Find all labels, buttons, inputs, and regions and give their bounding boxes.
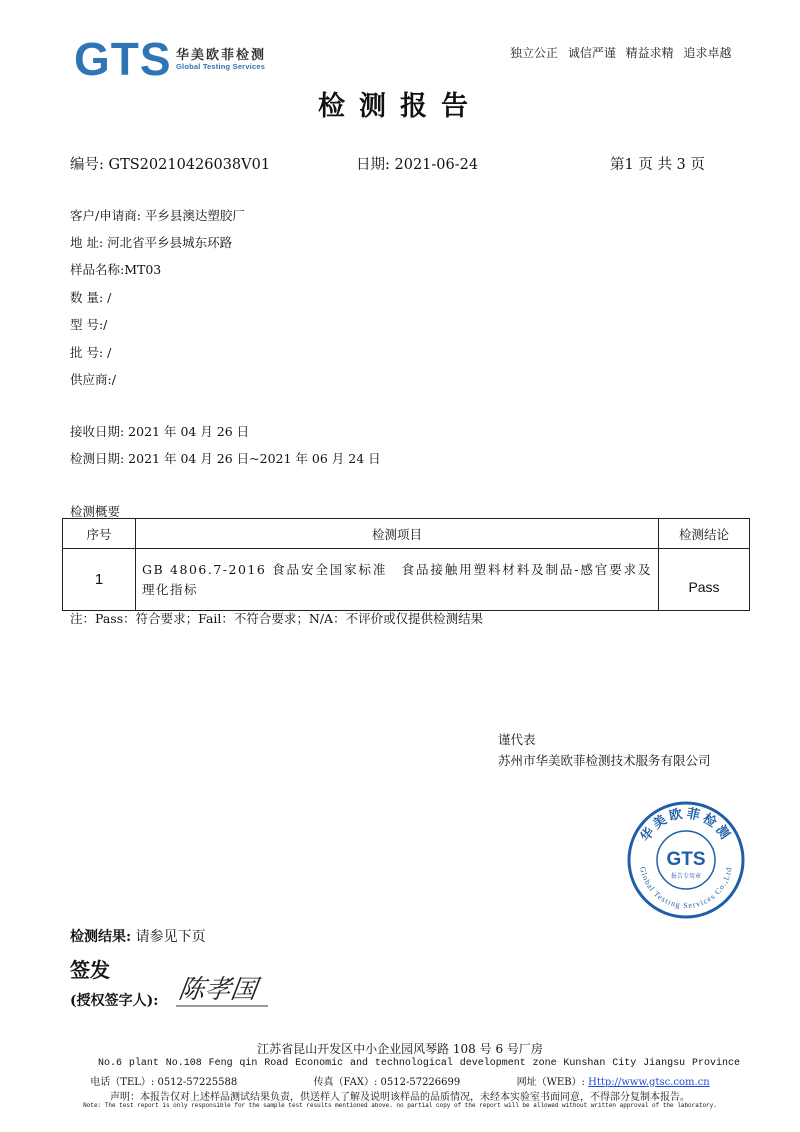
table-header-row [63, 519, 750, 549]
table-caption: 检测概要 [70, 504, 121, 519]
supplier-field: 供应商:/ [70, 372, 116, 387]
address-field: 地 址: 河北省平乡县城东环路 [70, 235, 233, 250]
received-date-field: 接收日期: 2021 年 04 月 26 日 [70, 424, 250, 439]
table-note: 注：Pass：符合要求；Fail：不符合要求；N/A：不评价或仅提供检测结果 [70, 611, 484, 626]
row-item: GB 4806.7-2016 食品安全国家标准 食品接触用塑料材料及制品-感官要求及理化指标 [142, 561, 652, 597]
svg-text:GTS: GTS [666, 849, 706, 870]
logo-english-name: Global Testing Services [176, 62, 266, 71]
test-result-value: 请参见下页 [135, 929, 206, 945]
svg-text:报告专用章: 报告专用章 [670, 873, 702, 880]
table-row [63, 549, 750, 611]
footer-fax: 传真（FAX）: 0512-57226699 [313, 1077, 461, 1088]
representative-label: 谨代表 [498, 732, 536, 747]
logo-gts: GTS [74, 33, 172, 85]
sign-title: 签发 [70, 958, 110, 982]
test-result-label: 检测结果: [70, 929, 132, 945]
test-result-line [70, 926, 206, 946]
applicant-field: 客户/申请商: 平乡县澳达塑胶厂 [70, 208, 245, 223]
footer-web-link[interactable]: Http://www.gtsc.com.cn [588, 1077, 710, 1088]
report-title: 检测报告 [318, 91, 482, 122]
company-seal [626, 800, 746, 920]
footer-web-label: 网址（WEB）: [516, 1077, 585, 1088]
page-indicator: 第1 页 共 3 页 [610, 157, 705, 173]
report-date: 日期: 2021-06-24 [356, 157, 479, 173]
company-slogan: 独立公正 诚信严谨 精益求精 追求卓越 [510, 46, 732, 60]
header-result: 检测结论 [659, 519, 750, 549]
footer-declaration: 声明：本报告仅对上述样品测试结果负责，供送样人了解及说明该样品的品质情况，未经本实验室书面同意，不得部分复制本报告。 [110, 1092, 690, 1103]
svg-text:华美欧菲检测: 华美欧菲检测 [638, 806, 734, 845]
header-item: 检测项目 [136, 519, 659, 549]
logo-chinese-name: 华美欧菲检测 [176, 48, 267, 63]
footer-address-en: No.6 plant No.108 Feng qin Road Economic and technological development zone Kunshan City Jiangsu Province [98, 1058, 740, 1069]
results-table [62, 518, 750, 611]
row-result: Pass [659, 549, 750, 611]
representative-company: 苏州市华美欧菲检测技术服务有限公司 [498, 753, 711, 768]
row-item-cell [136, 549, 659, 611]
row-index: 1 [63, 549, 136, 611]
test-date-field: 检测日期: 2021 年 04 月 26 日~2021 年 06 月 24 日 [70, 451, 381, 466]
header-index: 序号 [63, 519, 136, 549]
footer-contact [0, 1073, 800, 1088]
footer-tel: 电话（TEL）: 0512-57225588 [90, 1077, 238, 1088]
quantity-field: 数 量: / [70, 290, 112, 305]
model-field: 型 号:/ [70, 317, 108, 332]
report-number: 编号: GTS20210426038V01 [70, 157, 271, 173]
sample-name-field: 样品名称:MT03 [70, 262, 162, 277]
svg-text:陈孝国: 陈孝国 [176, 975, 259, 1005]
svg-text:Global Testing Services Co.,Lt: Global Testing Services Co.,Ltd [638, 865, 734, 910]
batch-field: 批 号: / [70, 345, 112, 360]
authorized-signatory-label: (授权签字人): [70, 993, 159, 1009]
footer-note-en: Note: The test report is only responsible for the sample test results mentioned above. no partial copy of the report will be allowed without written approval of the laboratory. [83, 1102, 717, 1109]
footer-address-cn: 江苏省昆山开发区中小企业园风琴路 108 号 6 号厂房 [257, 1042, 543, 1056]
handwritten-signature [176, 966, 276, 1012]
